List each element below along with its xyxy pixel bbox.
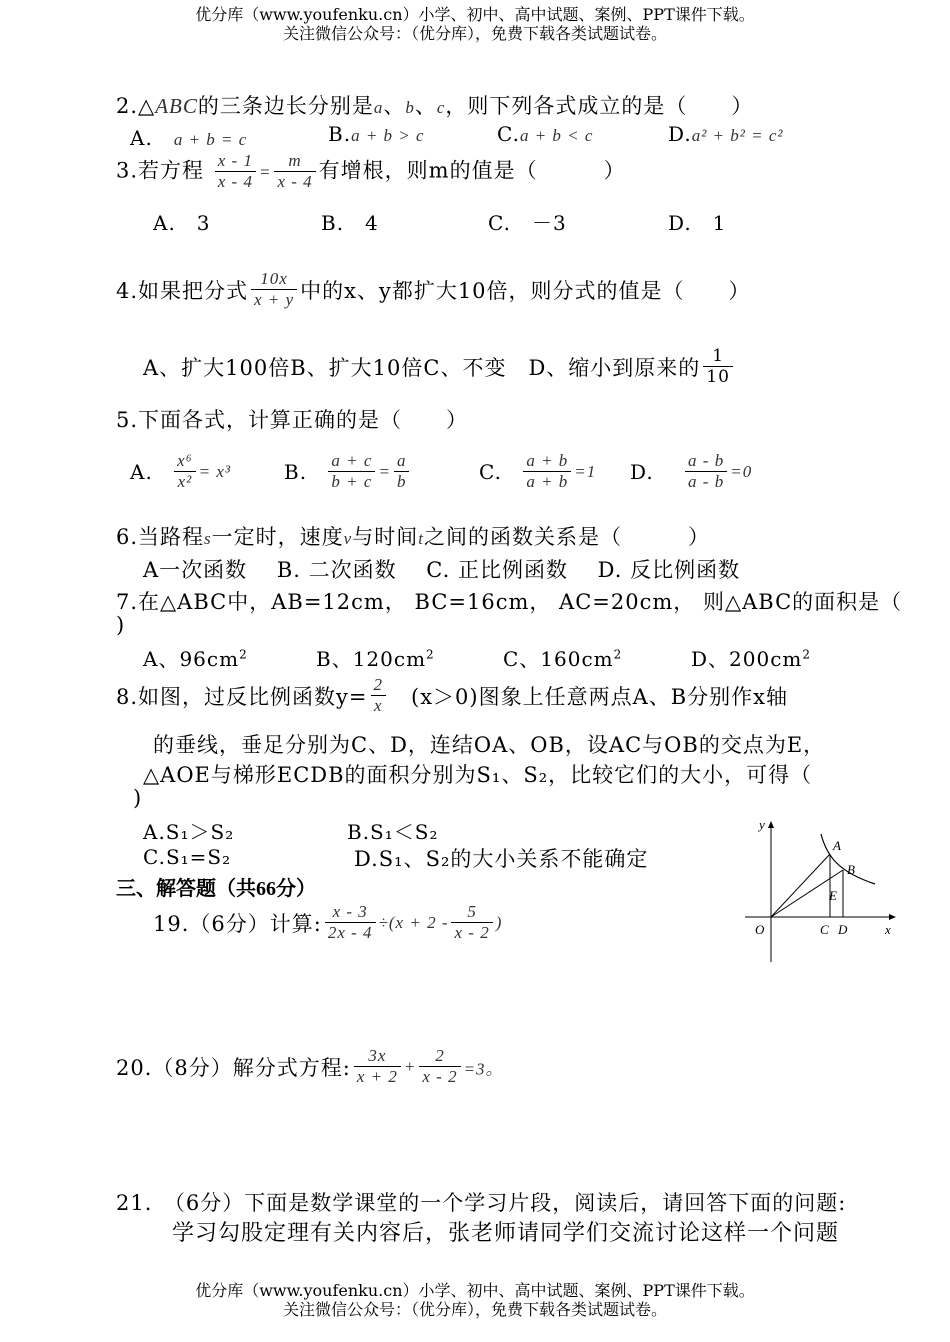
q8-option-c: C.S₁=S₂ [143, 845, 232, 869]
q2-b: b [405, 98, 415, 117]
q5-option-d: D. $\frac{a - b}{a - b}$ =0 [630, 451, 753, 491]
header-line-2: 关注微信公众号：（优分库），免费下载各类试题试卷。 [282, 24, 667, 43]
q8-option-b: B.S₁＜S₂ [347, 820, 439, 844]
q3-option-c: C. －3 [488, 211, 567, 235]
question-3: 3.若方程 $\frac{x - 1}{x - 4}$ = $\frac{m}{x - 4}$ 有增根，则m的值是（ ） [116, 151, 626, 191]
q21-line-2: 学习勾股定理有关内容后，张老师请同学们交流讨论这样一个问题 [172, 1221, 840, 1246]
q2-option-b: B.a + b > c [328, 122, 425, 146]
question-21: 21. （6分）下面是数学课堂的一个学习片段，阅读后，请回答下面的问题: [116, 1191, 847, 1215]
q8-line-4: ) [133, 786, 143, 810]
question-2 [116, 90, 753, 120]
q5-option-c: C. $\frac{a + b}{a + b}$ =1 [479, 451, 597, 491]
label-o: O [755, 922, 765, 937]
q7-option-d: D、$200cm^2$ [691, 647, 812, 671]
q5-option-b: B. $\frac{a + c}{b + c}$ = $\frac{a}{b}$ [284, 452, 412, 492]
label-y: y [759, 817, 765, 832]
q8-line-2: 的垂线，垂足分别为C、D，连结OA、OB，设AC与OB的交点为E， [153, 733, 826, 757]
question-20: 20.（8分）解分式方程: $\frac{3x}{x + 2}$ + $\frac{2}{x - 2}$ =3。 [116, 1046, 504, 1086]
header-line-1: 优分库（www.youfenku.cn）小学、初中、高中试题、案例、PPT课件下载。 [195, 5, 755, 24]
question-4: 4.如果把分式 $\frac{10x}{x + y}$ 中的x、y都扩大10倍，则分式的值是（ ） [116, 269, 751, 309]
q2-option-d: D.a² + b² = c² [668, 122, 784, 146]
q5-option-a: A. $\frac{\text{x⁶}}{\text{x²}}$ = x³ [130, 451, 232, 491]
inverse-function-figure [735, 812, 905, 967]
q7-option-b: B、$120cm^2$ [316, 647, 435, 671]
q6-options: A一次函数 B. 二次函数 C. 正比例函数 D. 反比例函数 [143, 558, 741, 582]
footer-line-2: 关注微信公众号：（优分库），免费下载各类试题试卷。 [282, 1300, 667, 1319]
question-8: 8.如图，过反比例函数y= $\frac{2}{x}$ (x＞0)图象上任意两点A、B分别作x轴 [116, 675, 789, 715]
q4-fraction: $\frac{10x}{x + y}$ [251, 270, 297, 310]
label-x: x [885, 922, 891, 937]
footer-line-1: 优分库（www.youfenku.cn）小学、初中、高中试题、案例、PPT课件下载。 [195, 1281, 755, 1300]
label-d: D [838, 922, 848, 937]
label-e: E [829, 888, 837, 903]
section-3-title: 三、解答题（共66分） [116, 878, 316, 900]
q2-a: a [373, 98, 384, 117]
q2-triangle: ABC [155, 94, 198, 118]
q3-fraction-left: $\frac{x - 1}{x - 4}$ [215, 152, 256, 192]
q3-option-b: B. 4 [321, 211, 379, 235]
q8-option-d: D.S₁、S₂的大小关系不能确定 [354, 847, 649, 871]
segment-oa [771, 854, 830, 917]
question-5: 5.下面各式，计算正确的是（ ） [116, 408, 469, 432]
question-6: 6.当路程s一定时，速度v与时间t之间的函数关系是（ ） [116, 525, 710, 549]
q7-close-paren: ) [116, 613, 126, 637]
q4-fraction-one-tenth: $\frac{1}{10}$ [703, 347, 733, 387]
question-7: 7.在△ABC中，AB=12cm， BC=16cm， AC=20cm， 则△ABC的面积是（ [116, 590, 903, 614]
q8-option-a: A.S₁＞S₂ [143, 820, 235, 844]
q8-line-3: △AOE与梯形ECDB的面积分别为S₁、S₂，比较它们的大小，可得（ [143, 763, 813, 787]
q2-tail: ，则下列各式成立的是（ ） [445, 94, 754, 118]
q2-option-a: A. a + b = c [130, 126, 248, 150]
q2-text: 的三条边长分别是 [197, 94, 374, 118]
q2-prefix: 2.△ [116, 94, 156, 118]
q3-option-a: A. 3 [153, 211, 211, 235]
q3-fraction-right: $\frac{m}{x - 4}$ [274, 152, 315, 192]
label-b: B [847, 862, 855, 877]
label-a: A [833, 838, 841, 853]
question-19: 19.（6分）计算: $\frac{x - 3}{2x - 4}$ ÷(x + 2 - $\frac{5}{x - 2}$ ) [153, 902, 503, 942]
q4-options: A、扩大100倍B、扩大10倍C、不变 D、缩小到原来的 $\frac{1}{10}$ [143, 347, 736, 387]
q2-c: c [436, 98, 446, 117]
q2-option-c: C.a + b < c [497, 122, 594, 146]
q2-sep: 、 [383, 94, 406, 118]
label-c: C [820, 922, 829, 937]
q3-option-d: D. 1 [668, 211, 727, 235]
q7-option-a: A、$96cm^2$ [143, 647, 248, 671]
q2-sep: 、 [414, 94, 437, 118]
q7-option-c: C、$160cm^2$ [503, 647, 623, 671]
